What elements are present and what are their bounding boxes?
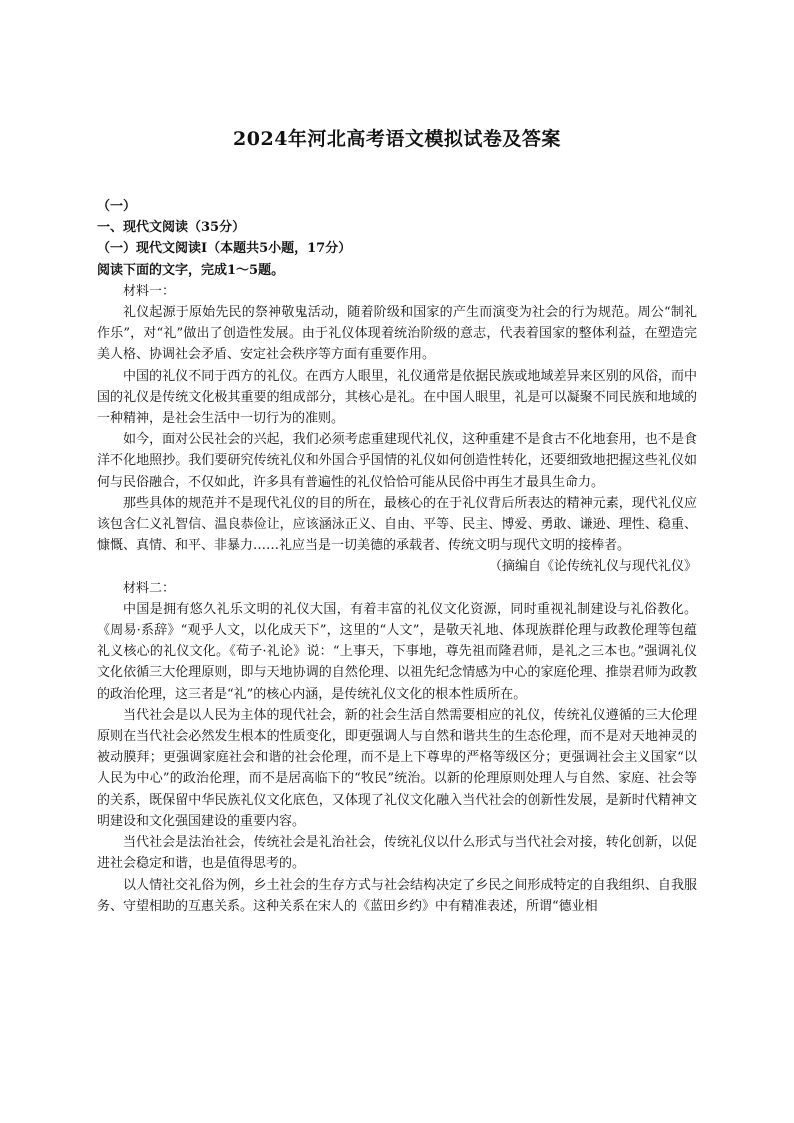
material-one-label: 材料一： xyxy=(123,283,176,299)
paragraph: 那些具体的规范并不是现代礼仪的目的所在，最核心的在于礼仪背后所表达的精神元素，现代礼仪应该包含仁义礼智信、温良恭俭让，应该涵泳正义、自由、平等、民主、博爱、勇敢、谦逊、理性、稳重、慷慨、真情、和平、非暴力……礼应当是一切美德的承载者、传统文明与现代文明的接棒者。 xyxy=(97,495,697,554)
paragraph: 中国是拥有悠久礼乐文明的礼仪大国，有着丰富的礼仪文化资源，同时重视礼制建设与礼俗教化。《周易·系辞》“观乎人文，以化成天下”，这里的“人文”，是敬天礼地、体现族群伦理与政教伦理等包蕴礼义核心的礼仪文化。《荀子·礼论》说：“上事天，下事地，尊先祖而隆君师，是礼之三本也。”强调礼仪文化依循三大伦理原则，即与天地协调的自然伦理、以祖先纪念情感为中心的家庭伦理、推崇君师为政教的政治伦理，这三者是“礼”的核心内涵，是传统礼仪文化的根本性质所在。 xyxy=(97,601,697,702)
instruction-text: 阅读下面的文字，完成1～5题。 xyxy=(97,262,285,278)
paragraph: 中国的礼仪不同于西方的礼仪。在西方人眼里，礼仪通常是依据民族或地域差异来区别的风俗，而中国的礼仪是传统文化极其重要的组成部分，其核心是礼。在中国人眼里，礼是可以凝聚不同民族和地域的一种精神，是社会生活中一切行为的准则。 xyxy=(97,368,697,427)
paragraph: 如今，面对公民社会的兴起，我们必须考虑重建现代礼仪，这种重建不是食古不化地套用，也不是食洋不化地照抄。我们要研究传统礼仪和外国合乎国情的礼仪如何创造性转化，还要细致地把握这些礼仪如何与民俗融合，不仅如此，许多具有普遍性的礼仪恰恰可能从民俗中再生才最具生命力。 xyxy=(97,432,697,490)
paragraph: 当代社会是以人民为主体的现代社会，新的社会生活自然需要相应的礼仪，传统礼仪遵循的三大伦理原则在当代社会必然发生根本的性质变化，即更强调人与自然和谐共生的生态伦理，而不是对天地神灵的被动膜拜；更强调家庭社会和谐的社会伦理，而不是上下尊卑的严格等级区分；更强调社会主义国家“以人民为中心”的政治伦理，而不是居高临下的“牧民”统治。以新的伦理原则处理人与自然、家庭、社会等的关系，既保留中华民族礼仪文化底色，又体现了礼仪文化融入当代社会的创新性发展，是新时代精神文明建设和文化强国建设的重要内容。 xyxy=(97,707,697,829)
document-body xyxy=(97,196,697,917)
paragraph: 礼仪起源于原始先民的祭神敬鬼活动，随着阶级和国家的产生而演变为社会的行为规范。周公“制礼作乐”，对“礼”做出了创造性发展。由于礼仪体现着统治阶级的意志，代表着国家的整体利益，在塑造完美人格、协调社会矛盾、安定社会秩序等方面有重要作用。 xyxy=(97,305,697,363)
subsection-heading: （一）现代文阅读Ⅰ（本题共5小题，17分） xyxy=(97,241,352,257)
section-marker: （一） xyxy=(97,199,137,214)
paragraph: 以人情社交礼俗为例，乡土社会的生存方式与社会结构决定了乡民之间形成特定的自我组织、自我服务、守望相助的互惠关系。这种关系在宋人的《蓝田乡约》中有精准表述，所谓“德业相 xyxy=(97,877,697,914)
section-heading: 一、现代文阅读（35分） xyxy=(97,220,246,236)
paragraph: 当代社会是法治社会，传统社会是礼治社会，传统礼仪以什么形式与当代社会对接，转化创新，以促进社会稳定和谐，也是值得思考的。 xyxy=(97,835,697,872)
document-title: 2024年河北高考语文模拟试卷及答案 xyxy=(233,128,561,150)
material-two-label: 材料二： xyxy=(123,580,176,596)
source-citation: （摘编自《论传统礼仪与现代礼仪》 xyxy=(488,559,697,575)
